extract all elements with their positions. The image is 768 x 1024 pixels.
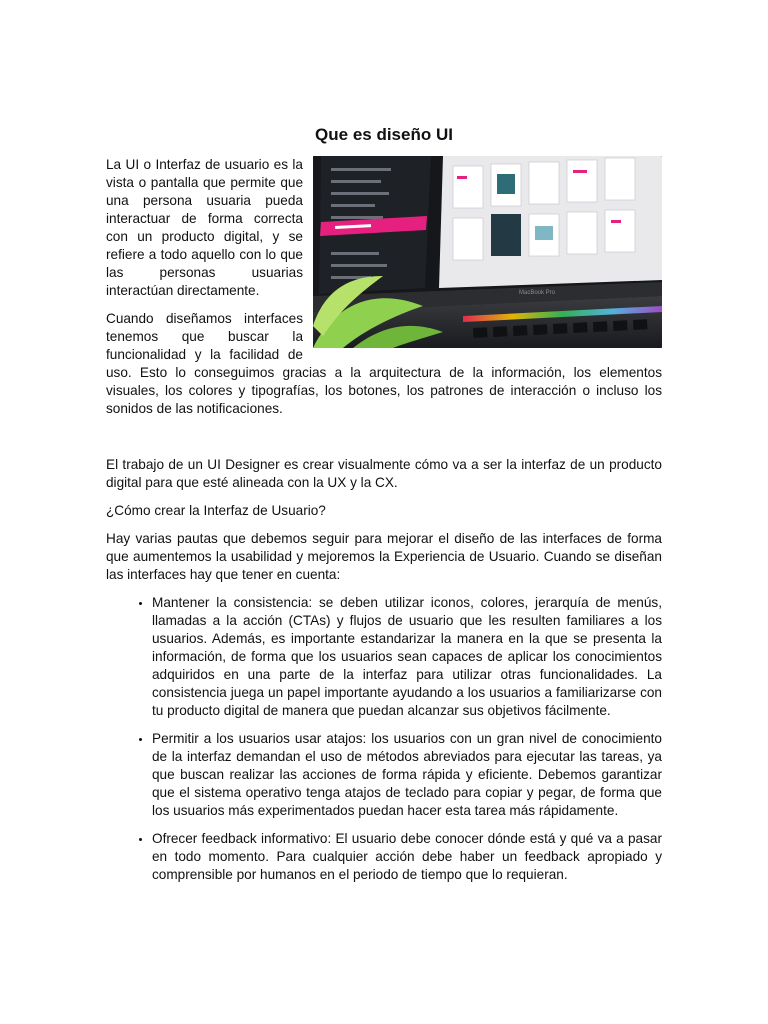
- paragraph-guidelines: Hay varias pautas que debemos seguir para mejorar el diseño de las interfaces de forma que aumentemos la usabilidad y mejoremos la Experiencia de Usuario. Cuando se diseñan las interfaces hay que tener en cuenta:: [106, 531, 662, 582]
- list-item: • Permitir a los usuarios usar atajos: los usuarios con un gran nivel de conocimiento de la interfaz demandan el uso de métodos abreviados para ejecutar las tareas, ya que buscan realizar las acciones de forma rápida y eficiente. Debemos garantizar que el sistema operativo tenga atajos de teclado para copiar y pegar, de forma que los usuarios más experimentados puedan hacer esta tarea más rápidamente.: [152, 730, 662, 820]
- laptop-label: MacBook Pro: [519, 290, 556, 296]
- laptop-photo: [313, 156, 662, 348]
- paragraph-question: ¿Cómo crear la Interfaz de Usuario?: [106, 503, 326, 518]
- paragraph-intro: La UI o Interfaz de usuario es la vista o pantalla que permite que una persona usuaria pueda interactuar de forma correcta con un producto digital, y se refiere a todo aquello con lo que las personas usuarias interactúan directamente.: [106, 157, 303, 298]
- list-item: • Mantener la consistencia: se deben utilizar iconos, colores, jerarquía de menús, llamadas a la acción (CTAs) y flujos de usuario que les resulten familiares a los usuarios. Además, es importante estandarizar la manera en la que se presenta la información, de forma que los usuarios sean capaces de aplicar los conocimientos adquiridos en una parte de la interfaz para utilizar otras funcionalidades. La consistencia juega un papel importante ayudando a los usuarios a familiarizarse con tu producto digital de manera que puedan alcanzar sus objetivos fácilmente.: [152, 594, 662, 720]
- page-title: Que es diseño UI: [315, 125, 453, 144]
- paragraph-ui-designer: El trabajo de un UI Designer es crear visualmente cómo va a ser la interfaz de un producto digital para que esté alineada con la UX y la CX.: [106, 457, 662, 490]
- paragraph-design: Cuando diseñamos interfaces tenemos que buscar la funcionalidad y la facilidad de uso. Esto lo conseguimos gracias a la arquitectura de la información, los elementos visuales, los colores y tipografías, los botones, los patrones de interacción o incluso los sonidos de las notificaciones.: [106, 311, 662, 416]
- guidelines-list: [106, 594, 662, 884]
- list-item: • Ofrecer feedback informativo: El usuario debe conocer dónde está y qué va a pasar en todo momento. Para cualquier acción debe haber un feedback apropiado y comprensible por humanos en el periodo de tiempo que lo requieran.: [152, 830, 662, 884]
- document-body: [106, 156, 662, 894]
- section-spacer: [106, 428, 662, 456]
